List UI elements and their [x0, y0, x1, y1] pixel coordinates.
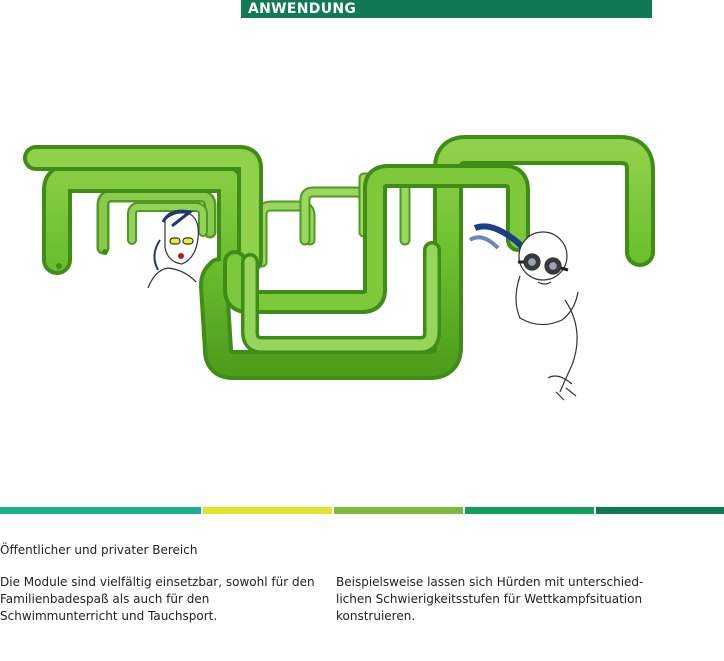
strip-segment-darkgreen: [596, 507, 724, 514]
section-header-bar: [241, 0, 652, 18]
intro-heading: Öffentlicher und privater Bereich: [0, 543, 198, 557]
tube-cap-1: [56, 263, 62, 269]
pool-obstacle-illustration: [0, 100, 724, 430]
strip-segment-yellow: [203, 507, 332, 514]
strip-segment-teal: [0, 507, 201, 514]
left-paragraph: Die Module sind vielfältig einsetzbar, sowohl für den Familienbadespaß als auch für den Schwimmunterricht und Tauchsport.: [0, 575, 315, 623]
right-paragraph: Beispielsweise lassen sich Hürden mit unterschied-lichen Schwierigkeitsstufen für Wettkampfsituation konstruieren.: [336, 575, 644, 623]
strip-segment-lightgreen: [334, 507, 463, 514]
section-title: ANWENDUNG: [248, 1, 357, 17]
swimmer-girl: [148, 211, 198, 288]
color-strip: [0, 507, 724, 514]
strip-segment-green: [465, 507, 594, 514]
swimmer-boy: [470, 226, 578, 400]
tube-cap-2: [102, 249, 108, 255]
